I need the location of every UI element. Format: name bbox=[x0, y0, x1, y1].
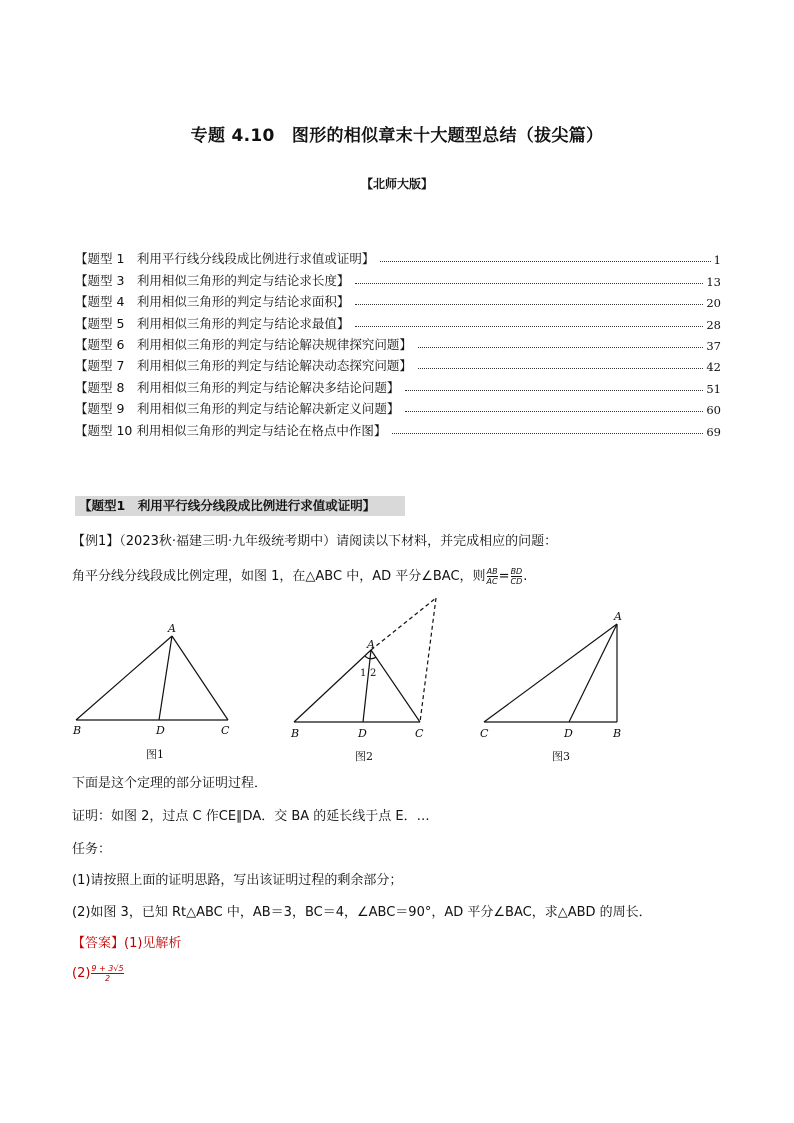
fig1-label-d: D bbox=[156, 724, 165, 737]
toc-entry[interactable] bbox=[75, 310, 721, 331]
toc-entry[interactable] bbox=[75, 353, 721, 374]
fig2-label-d: D bbox=[358, 727, 367, 740]
fig2-label-c: C bbox=[415, 727, 424, 740]
toc-leader-dots bbox=[380, 261, 710, 262]
fig1-label-c: C bbox=[221, 724, 230, 737]
toc-entry-label: 【题型 4 利用相似三角形的判定与结论求面积】 bbox=[75, 294, 350, 310]
answer-label: 【答案】 bbox=[72, 936, 125, 951]
fig2-label-a: A bbox=[367, 638, 375, 651]
toc-entry-label: 【题型 9 利用相似三角形的判定与结论解决新定义问题】 bbox=[75, 401, 400, 417]
toc-leader-dots bbox=[355, 326, 703, 327]
fig2-label-b: B bbox=[291, 727, 300, 740]
toc-entry[interactable] bbox=[75, 267, 721, 288]
proof-text: 证明：如图 2，过点 C 作CE∥DA．交 BA 的延长线于点 E．… bbox=[72, 809, 430, 824]
toc-entry-page: 42 bbox=[706, 360, 721, 375]
fig3-label-d: D bbox=[564, 727, 573, 740]
fraction-ab-ac: $\frac{AB}{AC}$ bbox=[486, 567, 498, 586]
document-title: 专题 4.10 图形的相似章末十大题型总结（拔尖篇） bbox=[190, 126, 604, 146]
table-of-contents bbox=[75, 246, 721, 439]
fig3-caption: 图3 bbox=[552, 750, 570, 763]
toc-leader-dots bbox=[355, 304, 703, 305]
figure-1 bbox=[76, 636, 228, 720]
toc-entry-label: 【题型 6 利用相似三角形的判定与结论解决规律探究问题】 bbox=[75, 336, 412, 352]
toc-leader-dots bbox=[405, 411, 703, 412]
toc-entry[interactable] bbox=[75, 332, 721, 353]
toc-entry-label: 【题型 8 利用相似三角形的判定与结论解决多结论问题】 bbox=[75, 379, 400, 395]
fig1-label-a: A bbox=[168, 622, 176, 635]
toc-entry-label: 【题型 1 利用平行线分线段成比例进行求值或证明】 bbox=[75, 251, 375, 267]
section-heading: 【题型1 利用平行线分线段成比例进行求值或证明】 bbox=[75, 496, 405, 516]
toc-entry[interactable] bbox=[75, 417, 721, 438]
fig3-label-a: A bbox=[614, 610, 622, 623]
toc-entry-label: 【题型 3 利用相似三角形的判定与结论求长度】 bbox=[75, 272, 350, 288]
toc-entry-page: 51 bbox=[706, 381, 721, 396]
toc-entry-page: 20 bbox=[706, 296, 721, 311]
toc-entry[interactable] bbox=[75, 246, 721, 267]
fig3-label-b: B bbox=[613, 727, 622, 740]
toc-entry-label: 【题型 10 利用相似三角形的判定与结论在格点中作图】 bbox=[75, 422, 387, 438]
fraction-bd-cd: $\frac{BD}{CD}$ bbox=[510, 567, 523, 586]
toc-entry-page: 60 bbox=[706, 403, 721, 418]
task-label: 任务： bbox=[72, 842, 112, 857]
theorem-text: 角平分线分线段成比例定理，如图 1，在△ABC 中，AD 平分∠BAC，则 bbox=[72, 569, 486, 584]
fig3-label-c: C bbox=[480, 727, 489, 740]
theorem-statement bbox=[72, 565, 527, 586]
equals-sign: = bbox=[498, 569, 510, 584]
toc-entry-page: 13 bbox=[706, 274, 721, 289]
toc-entry-page: 69 bbox=[706, 424, 721, 439]
toc-entry-page: 1 bbox=[713, 253, 721, 268]
answer-2 bbox=[72, 964, 125, 983]
toc-entry-label: 【题型 7 利用相似三角形的判定与结论解决动态探究问题】 bbox=[75, 358, 412, 374]
answer-line bbox=[72, 932, 181, 951]
period: . bbox=[523, 569, 528, 584]
toc-entry-page: 28 bbox=[706, 317, 721, 332]
answer-1: (1)见解析 bbox=[124, 936, 182, 951]
figure-3 bbox=[484, 624, 617, 722]
task-2: (2)如图 3，已知 Rt△ABC 中，AB＝3，BC＝4，∠ABC＝90°，AD 平分∠BAC，求△ABD 的周长． bbox=[72, 905, 652, 920]
fig2-angle-1: 1 bbox=[360, 668, 367, 679]
document-subtitle: 【北师大版】 bbox=[360, 177, 433, 191]
toc-entry-page: 37 bbox=[706, 338, 721, 353]
toc-leader-dots bbox=[392, 433, 703, 434]
fig2-angle-2: 2 bbox=[370, 668, 377, 679]
answer-2-prefix: (2) bbox=[72, 966, 91, 981]
proof-intro: 下面是这个定理的部分证明过程． bbox=[72, 776, 268, 791]
toc-leader-dots bbox=[405, 390, 703, 391]
figure-2 bbox=[294, 598, 436, 722]
toc-entry[interactable] bbox=[75, 289, 721, 310]
toc-leader-dots bbox=[418, 347, 703, 348]
example-intro: 【例1】（2023秋·福建三明·九年级统考期中）请阅读以下材料，并完成相应的问题： bbox=[72, 534, 558, 549]
fig2-caption: 图2 bbox=[355, 750, 373, 763]
answer-2-fraction: $\frac{9 + 3√5}{2}$ bbox=[91, 964, 124, 983]
fig1-caption: 图1 bbox=[146, 748, 164, 761]
toc-entry[interactable] bbox=[75, 374, 721, 395]
toc-entry[interactable] bbox=[75, 396, 721, 417]
geometry-figures bbox=[60, 590, 660, 770]
toc-leader-dots bbox=[418, 368, 703, 369]
toc-entry-label: 【题型 5 利用相似三角形的判定与结论求最值】 bbox=[75, 315, 350, 331]
fig1-label-b: B bbox=[73, 724, 82, 737]
toc-leader-dots bbox=[355, 283, 703, 284]
task-1: (1)请按照上面的证明思路，写出该证明过程的剩余部分； bbox=[72, 873, 403, 888]
